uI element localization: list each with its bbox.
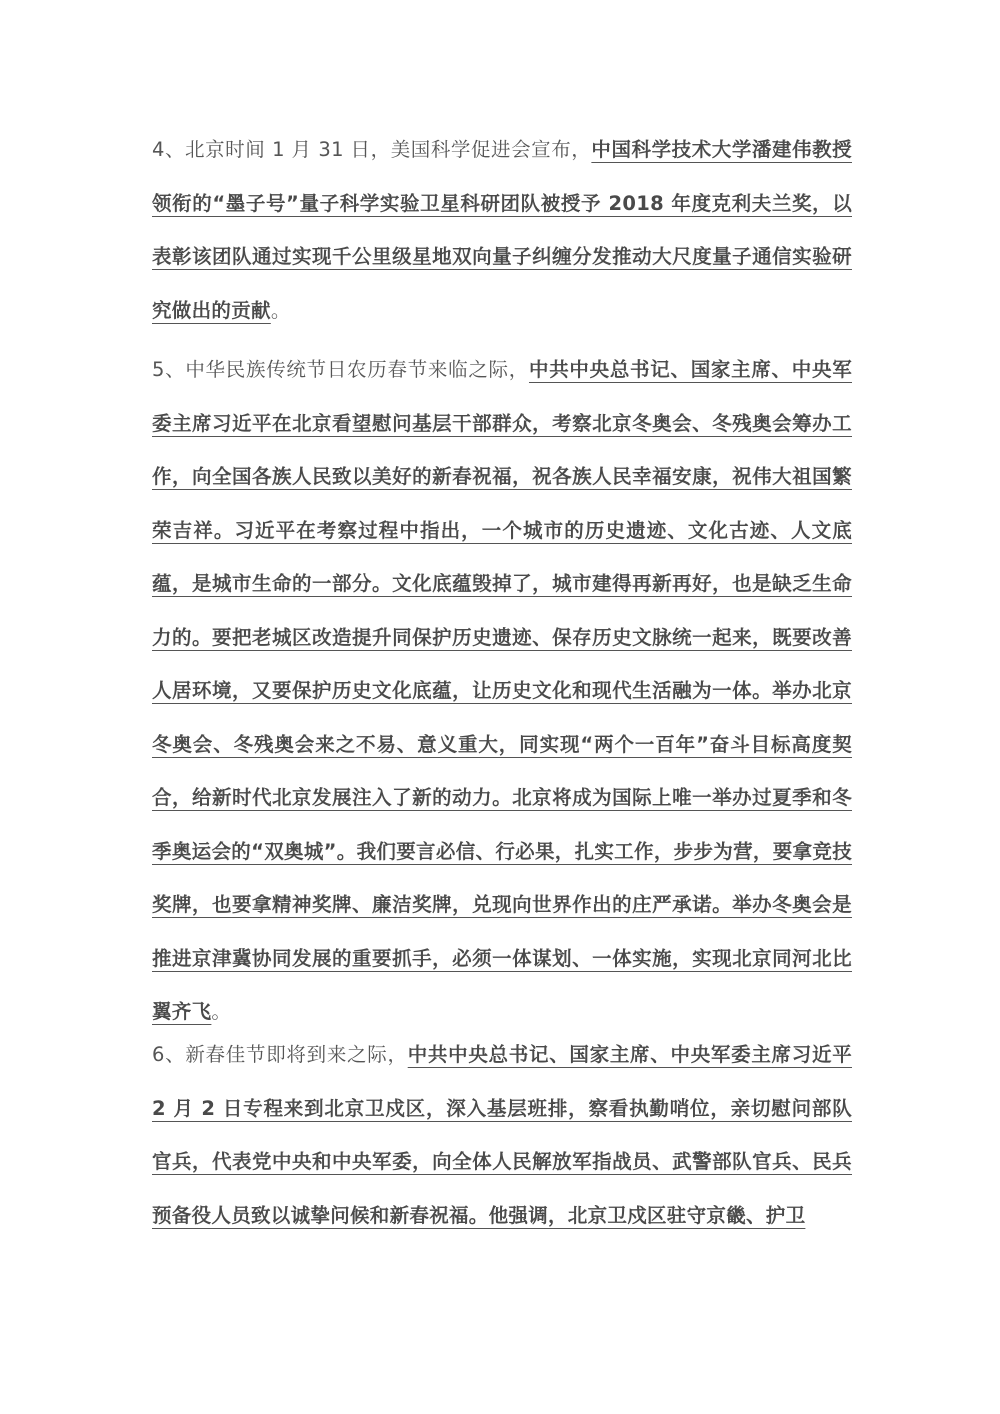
- news-item-highlight: 中共中央总书记、国家主席、中央军委主席习近平在北京看望慰问基层干部群众，考察北京冬奥会、冬残奥会筹办工作，向全国各族人民致以美好的新春祝福，祝各族人民幸福安康，祝伟大祖国繁荣吉祥。习近平在考察过程中指出，一个城市的历史遗迹、文化古迹、人文底蕴，是城市生命的一部分。文化底蕴毁掉了，城市建得再新再好，也是缺乏生命力的。要把老城区改造提升同保护历史遗迹、保存历史文脉统一起来，既要改善人居环境，又要保护历史文化底蕴，让历史文化和现代生活融为一体。举办北京冬奥会、冬残奥会来之不易、意义重大，同实现“两个一百年”奋斗目标高度契合，给新时代北京发展注入了新的动力。北京将成为国际上唯一举办过夏季和冬季奥运会的“双奥城”。我们要言必信、行必果，扎实工作，步步为营，要拿竞技奖牌，也要拿精神奖牌、廉洁奖牌，兑现向世界作出的庄严承诺。举办冬奥会是推进京津冀协同发展的重要抓手，必须一体谋划、一体实施，实现北京同河北比翼齐飞: [152, 358, 852, 1023]
- news-item-highlight: 中国科学技术大学潘建伟教授领衔的“墨子号”量子科学实验卫星科研团队被授予 2018 年度克利夫兰奖，以表彰该团队通过实现千公里级星地双向量子纠缠分发推动大尺度量子通信实验研究做出的贡献: [152, 138, 852, 322]
- news-item-lead: 4、北京时间 1 月 31 日，美国科学促进会宣布，: [152, 138, 592, 161]
- news-item-tail: 。: [211, 1000, 232, 1023]
- news-item-highlight: 中共中央总书记、国家主席、中央军委主席习近平 2 月 2 日专程来到北京卫戍区，深入基层班排，察看执勤哨位，亲切慰问部队官兵，代表党中央和中央军委，向全体人民解放军指战员、武警部队官兵、民兵预备役人员致以诚挚问候和新春祝福。他强调，北京卫戍区驻守京畿、护卫: [152, 1043, 852, 1227]
- news-item-4: [152, 123, 852, 337]
- news-item-6: [152, 1028, 852, 1242]
- news-item-5: [152, 343, 852, 1039]
- news-item-tail: 。: [270, 298, 291, 322]
- news-item-lead: 6、新春佳节即将到来之际，: [152, 1043, 408, 1066]
- news-item-lead: 5、中华民族传统节日农历春节来临之际，: [152, 358, 529, 381]
